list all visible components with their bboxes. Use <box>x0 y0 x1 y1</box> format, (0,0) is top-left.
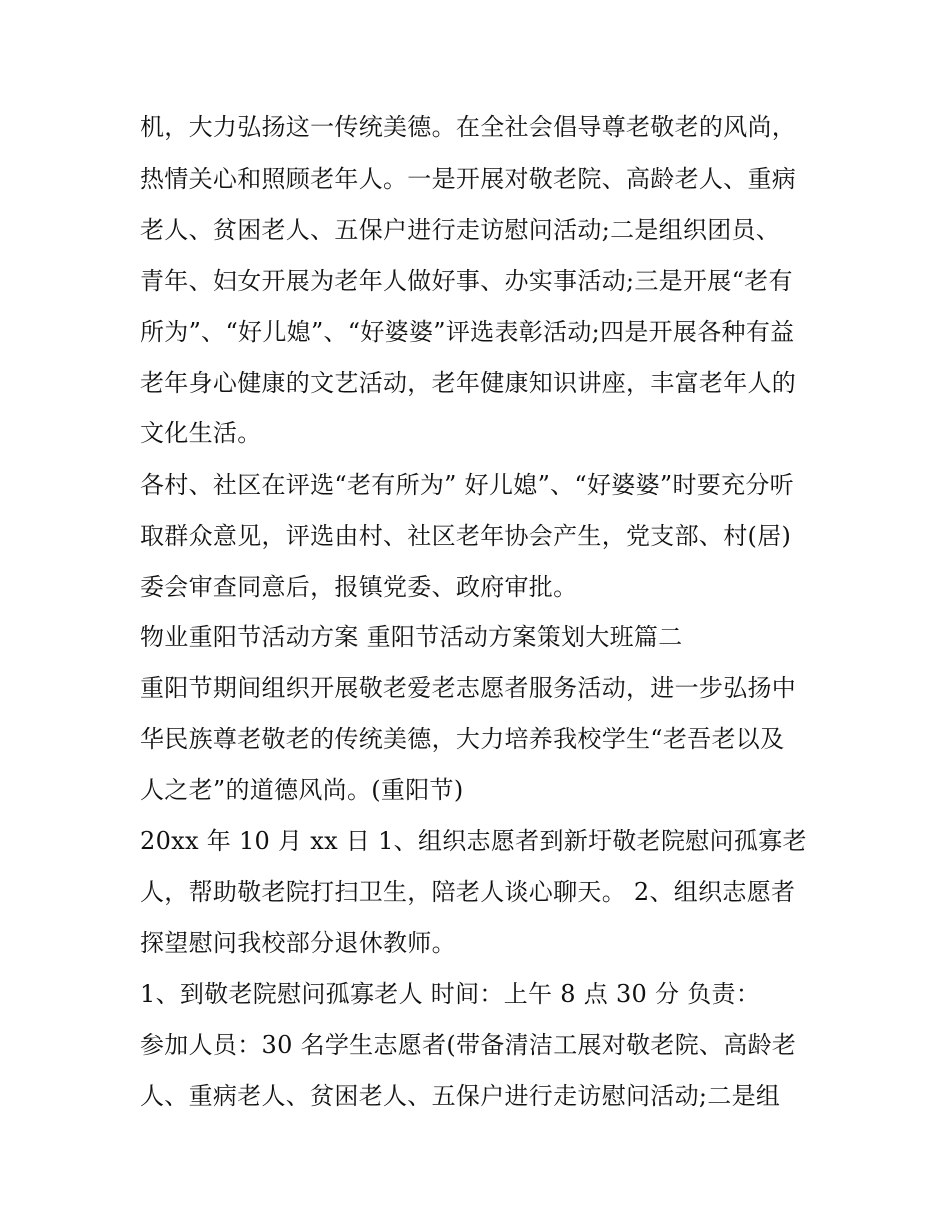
text-line: 参加人员：30 名学生志愿者(带备清洁工展对敬老院、高龄老 <box>140 1031 797 1059</box>
text-line: 华民族尊老敬老的传统美德，大力培养我校学生“老吾老以及 <box>140 725 785 753</box>
text-line: 所为”、“好儿媳”、“好婆婆”评选表彰活动;四是开展各种有益 <box>140 318 795 346</box>
text-line: 机，大力弘扬这一传统美德。在全社会倡导尊老敬老的风尚， <box>140 113 797 141</box>
text-line: 委会审查同意后，报镇党委、政府审批。 <box>140 573 578 601</box>
text-line: 人、重病老人、贫困老人、五保户进行走访慰问活动;二是组 <box>140 1082 781 1110</box>
text-line: 1、到敬老院慰问孤寡老人 时间：上午 8 点 30 分 负责： <box>140 980 761 1008</box>
text-line: 老人、贫困老人、五保户进行走访慰问活动;二是组织团员、 <box>140 216 781 244</box>
text-line: 20xx 年 10 月 xx 日 1、组织志愿者到新圩敬老院慰问孤寡老 <box>140 827 807 855</box>
text-line: 青年、妇女开展为老年人做好事、办实事活动;三是开展“老有 <box>140 267 793 295</box>
text-line: 热情关心和照顾老年人。一是开展对敬老院、高龄老人、重病 <box>140 165 797 193</box>
text-line: 探望慰问我校部分退休教师。 <box>140 929 456 957</box>
text-line: 人之老”的道德风尚。(重阳节) <box>140 776 464 804</box>
text-line: 人，帮助敬老院打扫卫生，陪老人谈心聊天。 2、组织志愿者 <box>140 878 796 906</box>
text-line: 老年身心健康的文艺活动，老年健康知识讲座，丰富老年人的 <box>140 369 797 397</box>
text-line: 各村、社区在评选“老有所为” 好儿媳”、“好婆婆”时要充分听 <box>140 471 794 499</box>
text-line: 文化生活。 <box>140 419 262 447</box>
text-line: 取群众意见，评选由村、社区老年协会产生，党支部、村(居) <box>140 522 792 550</box>
section-heading: 物业重阳节活动方案 重阳节活动方案策划大班篇二 <box>140 623 683 651</box>
text-line: 重阳节期间组织开展敬老爱老志愿者服务活动，进一步弘扬中 <box>140 674 797 702</box>
